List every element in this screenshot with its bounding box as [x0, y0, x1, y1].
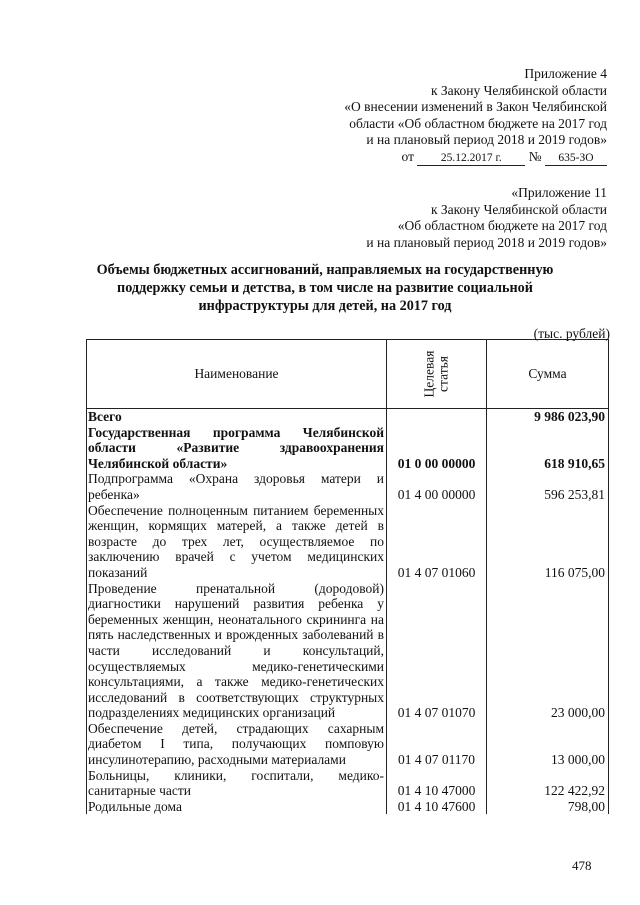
row-sum: 798,00	[487, 799, 609, 815]
row-code	[387, 409, 487, 425]
appendix-11-header	[267, 185, 607, 251]
title-line: инфраструктуры для детей, на 2017 год	[198, 298, 452, 314]
title-line: Объемы бюджетных ассигнований, направляемых на государственную	[96, 262, 554, 278]
law-date-number-line	[267, 149, 607, 166]
row-sum: 23 000,00	[487, 581, 609, 721]
table-body	[87, 409, 609, 815]
appendix-4-header	[267, 66, 607, 166]
header-name: Наименование	[87, 340, 387, 409]
header-code-label	[423, 350, 451, 397]
row-sum: 618 910,65	[487, 425, 609, 472]
row-name: Государственная программа Челябинской области «Развитие здравоохранения Челябинской области»	[87, 425, 387, 472]
appendix-11-line: и на плановый период 2018 и 2019 годов»	[366, 234, 607, 250]
appendix-4-line: «О внесении изменений в Закон Челябинской	[344, 99, 607, 115]
appendix-4-line: Приложение 4	[524, 66, 607, 81]
table-row	[87, 409, 609, 425]
appendix-11-line: «Приложение 11	[511, 185, 607, 200]
law-number: 635-ЗО	[545, 152, 607, 166]
row-name: Проведение пренатальной (дородовой) диагностики нарушений развития ребенка у беременных женщин, неонатального скрининга на пять наследственных и врожденных заболеваний в части исследований и консультаций, осуществляемых медико-генетическими консультациями, а также медико-генетических исследований в соответствующих структурных подразделениях медицинских организаций	[87, 581, 387, 721]
row-code: 01 4 10 47600	[387, 799, 487, 815]
row-name: Всего	[87, 409, 387, 425]
row-code: 01 4 07 01060	[387, 503, 487, 581]
table-row	[87, 768, 609, 799]
row-sum: 116 075,00	[487, 503, 609, 581]
appendix-4-line: к Закону Челябинской области	[430, 82, 607, 98]
appendix-11-line: к Закону Челябинской области	[430, 201, 607, 217]
row-code: 01 4 00 00000	[387, 471, 487, 502]
appendix-4-line: области «Об областном бюджете на 2017 год	[349, 115, 607, 131]
row-name: Обеспечение детей, страдающих сахарным диабетом I типа, получающих помповую инсулинотерапию, расходными материалами	[87, 721, 387, 768]
page-number: 478	[572, 858, 592, 873]
table-header-row	[87, 340, 609, 409]
row-code: 01 0 00 00000	[387, 425, 487, 472]
row-sum: 122 422,92	[487, 768, 609, 799]
number-prefix: №	[528, 148, 542, 164]
row-name: Обеспечение полноценным питанием беременных женщин, кормящих матерей, а также детей в возрасте до трех лет, осуществляемое по заключению врачей с учетом медицинских показаний	[87, 503, 387, 581]
row-sum: 9 986 023,90	[487, 409, 609, 425]
law-date: 25.12.2017 г.	[417, 152, 525, 166]
date-prefix: от	[401, 148, 414, 164]
document-title	[60, 261, 590, 315]
table-row	[87, 721, 609, 768]
table-row	[87, 425, 609, 472]
units-label: (тыс. рублей)	[533, 326, 610, 341]
row-name: Больницы, клиники, госпитали, медико-санитарные части	[87, 768, 387, 799]
table-row	[87, 799, 609, 815]
header-code-line: Целевая	[421, 350, 437, 398]
row-sum: 13 000,00	[487, 721, 609, 768]
row-code: 01 4 10 47000	[387, 768, 487, 799]
table-row	[87, 503, 609, 581]
row-name: Подпрограмма «Охрана здоровья матери и ребенка»	[87, 471, 387, 502]
table-row	[87, 581, 609, 721]
appendix-4-line: и на плановый период 2018 и 2019 годов»	[366, 132, 607, 148]
row-name: Родильные дома	[87, 799, 387, 815]
budget-table	[86, 339, 609, 814]
header-sum: Сумма	[487, 340, 609, 409]
row-code: 01 4 07 01070	[387, 581, 487, 721]
header-code-line: статья	[435, 355, 451, 392]
row-code: 01 4 07 01170	[387, 721, 487, 768]
row-sum: 596 253,81	[487, 471, 609, 502]
table-row	[87, 471, 609, 502]
appendix-11-line: «Об областном бюджете на 2017 год	[397, 218, 607, 234]
title-line: поддержку семьи и детства, в том числе на развитие социальной	[117, 280, 533, 296]
header-code	[387, 340, 487, 409]
